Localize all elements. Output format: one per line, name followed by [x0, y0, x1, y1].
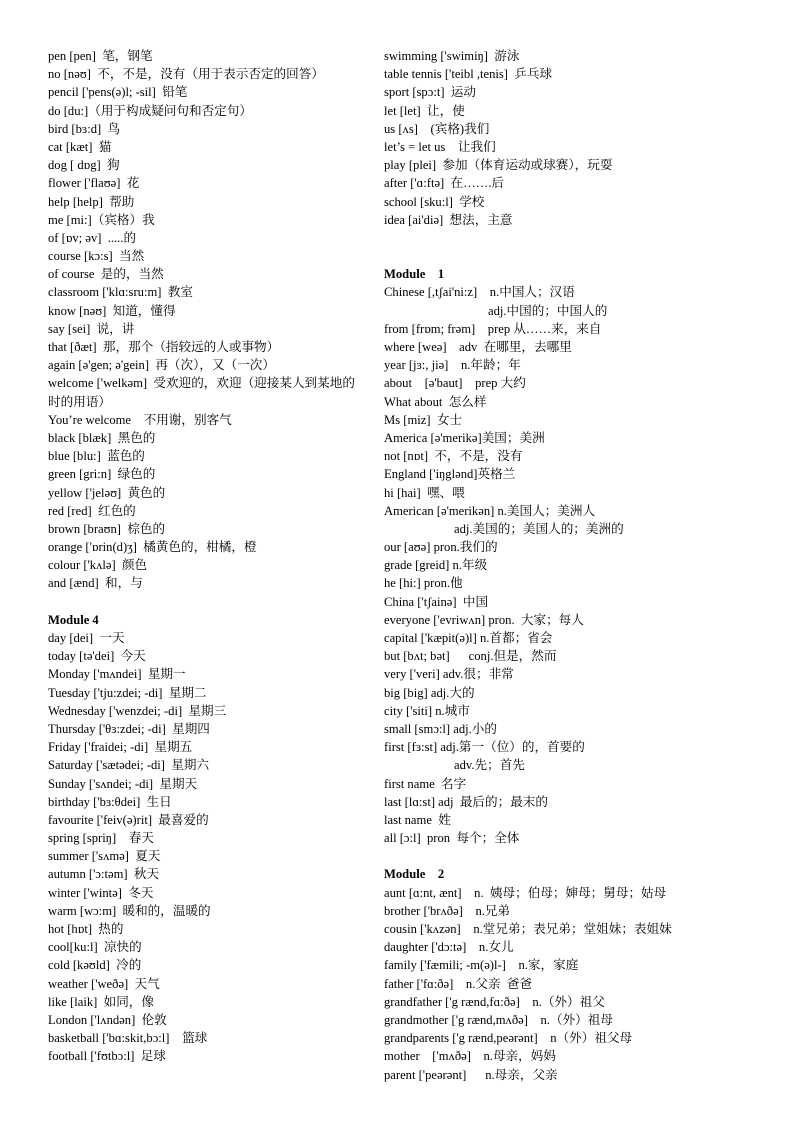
vocab-entry: mother ['mʌðə] n.母亲，妈妈	[384, 1049, 556, 1064]
vocab-entry: school [sku:l] 学校	[384, 194, 485, 209]
vocab-entry: do [du:]（用于构成疑问句和否定句）	[48, 103, 252, 118]
vocab-entry-continuation: adv.先；首先	[454, 758, 525, 773]
vocab-entry: Wednesday ['wenzdei; -di] 星期三	[48, 703, 227, 718]
vocab-entry: 时的用语）	[48, 394, 111, 409]
vocab-entry-continuation: adj.中国的；中国人的	[488, 303, 608, 318]
vocab-entry: help [help] 帮助	[48, 194, 135, 209]
vocab-entry: cat [kæt] 猫	[48, 139, 112, 154]
vocab-entry: say [sei] 说，讲	[48, 321, 135, 336]
vocab-entry: play [plei] 参加（体育运动或球赛），玩耍	[384, 158, 613, 173]
vocab-entry: basketball ['bɑ:skit,bɔ:l] 篮球	[48, 1031, 208, 1046]
vocab-entry: orange ['ɒrin(d)ʒ] 橘黄色的，柑橘，橙	[48, 540, 257, 555]
left-vocabulary-column	[48, 47, 383, 1066]
vocab-entry: parent ['peərənt] n.母亲，父亲	[384, 1067, 558, 1082]
vocab-entry: football ['fʊtbɔ:l] 足球	[48, 1049, 166, 1064]
vocab-entry: family ['fæmili; -m(ə)l-] n.家，家庭	[384, 958, 579, 973]
vocab-entry: favourite ['feiv(ə)rit] 最喜爱的	[48, 812, 209, 827]
vocab-entry: know [nəʊ] 知道，懂得	[48, 303, 176, 318]
vocab-entry: hi [hai] 嘿、喂	[384, 485, 465, 500]
vocab-entry: all [ɔ:l] pron 每个；全体	[384, 831, 520, 846]
vocab-entry: us [ʌs] (宾格)我们	[384, 121, 490, 136]
vocab-entry: brother ['brʌðə] n.兄弟	[384, 903, 511, 918]
vocab-entry: Monday ['mʌndei] 星期一	[48, 667, 186, 682]
vocab-entry: and [ænd] 和，与	[48, 576, 143, 591]
vocab-entry: capital ['kæpit(ə)l] n.首都；省会	[384, 631, 553, 645]
vocab-entry: grandparents ['g rænd,peərənt] n（外）祖父母	[384, 1031, 633, 1046]
vocab-entry: after ['ɑ:ftə] 在…….后	[384, 176, 505, 191]
vocab-entry: Tuesday ['tju:zdei; -di] 星期二	[48, 685, 207, 700]
blank-line	[48, 593, 383, 611]
vocab-entry: What about 怎么样	[384, 394, 487, 409]
vocab-entry: London ['lʌndən] 伦敦	[48, 1012, 167, 1027]
vocab-entry: green [gri:n] 绿色的	[48, 467, 156, 482]
vocab-entry: England ['iŋglənd]英格兰	[384, 467, 516, 482]
vocab-entry: no [nəʊ] 不，不是，没有（用于表示否定的回答）	[48, 67, 324, 82]
blank-line	[384, 247, 744, 265]
vocab-entry: very ['veri] adv.很；非常	[384, 667, 514, 682]
vocab-entry: You’re welcome 不用谢，别客气	[48, 412, 232, 427]
vocab-entry: everyone ['evriwʌn] pron. 大家；每人	[384, 612, 584, 627]
module-heading: Module 2	[384, 867, 445, 882]
vocab-entry: black [blæk] 黑色的	[48, 430, 156, 445]
vocab-entry: hot [hɒt] 热的	[48, 922, 124, 936]
vocab-entry-continuation: adj.美国的；美国人的；美洲的	[454, 521, 624, 536]
vocab-entry: dog [ dɒg] 狗	[48, 158, 120, 173]
vocab-entry: table tennis ['teibl ,tenis] 乒乓球	[384, 67, 553, 82]
vocab-entry: warm [wɔ:m] 暖和的，温暖的	[48, 903, 211, 918]
vocab-entry: last name 姓	[384, 812, 451, 827]
module-heading: Module 1	[384, 267, 445, 282]
vocab-entry: cousin ['kʌzən] n.堂兄弟；表兄弟；堂姐妹；表姐妹	[384, 922, 672, 936]
vocab-entry: let [let] 让，使	[384, 103, 465, 118]
vocab-entry: city ['siti] n.城市	[384, 703, 470, 718]
vocab-entry: idea [ai'diə] 想法，主意	[384, 212, 513, 227]
vocab-entry: big [big] adj.大的	[384, 685, 475, 700]
vocab-entry: swimming ['swimiŋ] 游泳	[384, 49, 520, 63]
vocab-entry: weather ['weðə] 天气	[48, 976, 160, 991]
vocab-entry: small [smɔ:l] adj.小的	[384, 721, 497, 736]
blank-line	[384, 847, 744, 865]
vocab-entry: autumn ['ɔ:təm] 秋天	[48, 867, 160, 882]
vocab-entry: Sunday ['sʌndei; -di] 星期天	[48, 776, 198, 791]
vocab-entry: blue [blu:] 蓝色的	[48, 449, 145, 464]
vocab-entry: but [bʌt; bət] conj.但是，然而	[384, 649, 557, 664]
vocab-entry: bird [bɜ:d] 鸟	[48, 121, 121, 136]
vocab-entry: daughter ['dɔ:tə] n.女儿	[384, 940, 514, 955]
vocab-entry: first name 名字	[384, 776, 467, 791]
vocab-entry: America [ə'merikə]美国；美洲	[384, 430, 545, 445]
vocab-entry: red [red] 红色的	[48, 503, 136, 518]
vocab-entry: like [laik] 如同，像	[48, 994, 154, 1009]
vocab-entry: again [ə'gen; ə'gein] 再（次），又（一次）	[48, 358, 275, 373]
vocab-entry: last [lɑ:st] adj 最后的；最末的	[384, 794, 548, 809]
vocab-entry: summer ['sʌmə] 夏天	[48, 849, 161, 864]
vocab-entry: grade [greid] n.年级	[384, 558, 488, 573]
vocab-entry: Friday ['fraidei; -di] 星期五	[48, 740, 193, 755]
vocab-entry: father ['fɑ:ðə] n.父亲 爸爸	[384, 976, 533, 991]
vocab-entry: he [hi:] pron.他	[384, 576, 463, 591]
vocab-entry: colour ['kʌlə] 颜色	[48, 558, 148, 573]
module-heading: Module 4	[48, 612, 99, 627]
vocab-entry: sport [spɔ:t] 运动	[384, 85, 476, 100]
vocab-entry: Ms [miz] 女士	[384, 412, 463, 427]
vocab-entry: welcome ['welkəm] 受欢迎的，欢迎（迎接某人到某地的	[48, 376, 355, 391]
vocab-entry: of course 是的，当然	[48, 267, 164, 282]
right-vocabulary-column	[384, 47, 744, 1084]
vocab-entry: aunt [ɑ:nt, ænt] n. 姨母；伯母；婶母；舅母；姑母	[384, 885, 667, 900]
vocab-entry: flower ['flaʊə] 花	[48, 176, 140, 191]
vocab-entry: classroom ['klɑ:sru:m] 教室	[48, 285, 193, 300]
vocab-entry: brown [braʊn] 棕色的	[48, 521, 166, 536]
vocab-entry: pen [pen] 笔，钢笔	[48, 49, 153, 63]
vocab-entry: pencil ['pens(ə)l; -sil] 铅笔	[48, 85, 188, 100]
vocab-entry: our [aʊə] pron.我们的	[384, 540, 498, 555]
vocab-entry: cold [kəʊld] 冷的	[48, 958, 142, 973]
vocab-entry: American [ə'merikən] n.美国人；美洲人	[384, 503, 596, 518]
vocab-entry: spring [spriŋ] 春天	[48, 831, 154, 846]
vocab-entry: Saturday ['sætədei; -di] 星期六	[48, 758, 210, 773]
vocab-entry: where [weə] adv 在哪里，去哪里	[384, 340, 572, 354]
vocab-entry: from [frɒm; frəm] prep 从……来，来自	[384, 321, 602, 336]
vocab-entry: about [ə'baut] prep 大约	[384, 376, 526, 391]
vocab-entry: cool[ku:l] 凉快的	[48, 940, 142, 955]
vocab-entry: year [jɜ:, jiə] n.年龄；年	[384, 358, 521, 373]
vocab-entry: today [tə'dei] 今天	[48, 649, 146, 664]
vocab-entry: let’s = let us 让我们	[384, 139, 496, 154]
vocab-entry: that [ðæt] 那，那个（指较远的人或事物）	[48, 340, 280, 354]
vocab-entry: grandfather ['g rænd,fɑ:ðə] n.（外）祖父	[384, 994, 605, 1009]
vocab-entry: Thursday ['θɜ:zdei; -di] 星期四	[48, 721, 210, 736]
vocab-entry: birthday ['bɜ:θdei] 生日	[48, 794, 172, 809]
vocab-entry: of [ɒv; əv] .....的	[48, 230, 137, 245]
vocab-entry: me [mi:]（宾格）我	[48, 212, 155, 227]
vocab-entry: grandmother ['g rænd,mʌðə] n.（外）祖母	[384, 1012, 613, 1027]
vocab-entry: winter ['wintə] 冬天	[48, 885, 154, 900]
vocab-entry: not [nɒt] 不，不是，没有	[384, 449, 523, 464]
blank-line	[384, 229, 744, 247]
vocab-entry: China ['tʃainə] 中国	[384, 594, 489, 609]
vocab-entry: Chinese [,tʃai'ni:z] n.中国人；汉语	[384, 285, 575, 300]
vocab-entry: first [fɜ:st] adj.第一（位）的，首要的	[384, 740, 585, 755]
vocab-entry: course [kɔ:s] 当然	[48, 249, 145, 264]
vocab-entry: day [dei] 一天	[48, 631, 125, 645]
vocab-entry: yellow ['jeləʊ] 黄色的	[48, 485, 166, 500]
